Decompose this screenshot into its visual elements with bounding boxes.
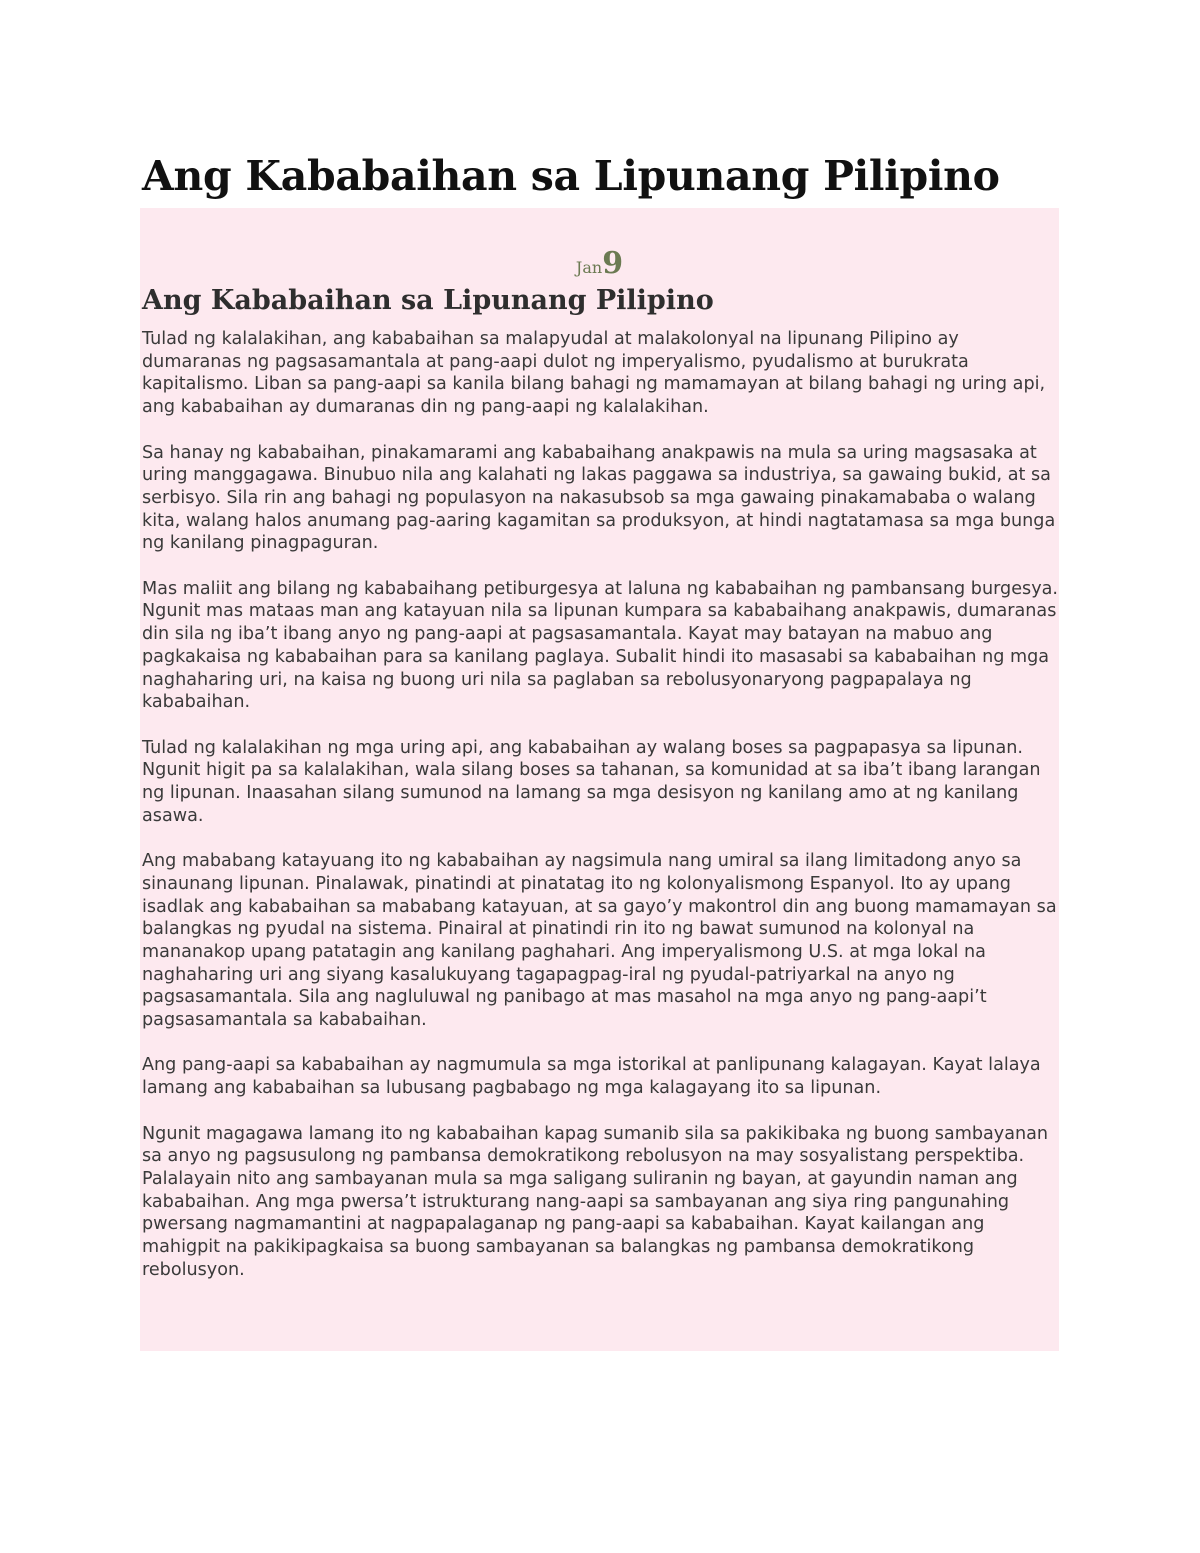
post-paragraph: Ang mababang katayuang ito ng kababaihan ay nagsimula nang umiral sa ilang limitadong anyo sa sinaunang lipunan. Pinalawak, pinatindi at pinatatag ito ng kolonyalismong Espanyol. Ito ay upang isadlak ang kababaihan sa mababang katayuan, at sa gayo’y makontrol din ang buong mamamayan sa balangkas ng pyudal na sistema. Pinairal at pinatindi rin ito ng bawat sumunod na kolonyal na mananakop upang patatagin ang kanilang paghahari. Ang imperyalismong U.S. at mga lokal na naghaharing uri ang siyang kasalukuyang tagapagpag-iral ng pyudal-patriyarkal na anyo ng pagsasamantala. Sila ang nagluluwal ng panibago at mas masahol na mga anyo ng pang-aapi’t pagsasamantala sa kababaihan.	[142, 851, 1057, 1031]
document-title: Ang Kababaihan sa Lipunang Pilipino	[142, 152, 1000, 200]
post-paragraph: Tulad ng kalalakihan ng mga uring api, ang kababaihan ay walang boses sa pagpapasya sa lipunan. Ngunit higit pa sa kalalakihan, wala silang boses sa tahanan, sa komunidad at sa iba’t ibang larangan ng lipunan. Inaasahan silang sumunod na lamang sa mga desisyon ng kanilang amo at ng kanilang asawa.	[142, 737, 1041, 826]
post-date-day: 9	[602, 246, 624, 281]
post-body	[142, 328, 1060, 1281]
blog-post	[140, 208, 1059, 1351]
post-paragraph: Sa hanay ng kababaihan, pinakamarami ang kababaihang anakpawis na mula sa uring magsasaka at uring manggagawa. Binubuo nila ang kalahati ng lakas paggawa sa industriya, sa gawaing bukid, at sa serbisyo. Sila rin ang bahagi ng populasyon na nakasubsob sa mga gawaing pinakamababa o walang kita, walang halos anumang pag-aaring kagamitan sa produksyon, at hindi nagtatamasa sa mga bunga ng kanilang pinagpaguran.	[142, 442, 1056, 554]
post-paragraph: Mas maliit ang bilang ng kababaihang petiburgesya at laluna ng kababaihan ng pambansang burgesya. Ngunit mas mataas man ang katayuan nila sa lipunan kumpara sa kababaihang anakpawis, dumaranas din sila ng iba’t ibang anyo ng pang-aapi at pagsasamantala. Kayat may batayan na mabuo ang pagkakaisa ng kababaihan para sa kanilang paglaya. Subalit hindi ito masasabi sa kababaihan ng mga naghaharing uri, na kaisa ng buong uri nila sa paglaban sa rebolusyonaryong pagpapalaya ng kababaihan.	[142, 578, 1058, 713]
post-date-month: Jan	[575, 258, 603, 277]
post-paragraph: Ngunit magagawa lamang ito ng kababaihan kapag sumanib sila sa pakikibaka ng buong sambayanan sa anyo ng pagsusulong ng pambansa demokratikong rebolusyon na may sosyalistang perspektiba. Palalayain nito ang sambayanan mula sa mga saligang suliranin ng bayan, at gayundin naman ang kababaihan. Ang mga pwersa’t istrukturang nang-aapi sa sambayanan ang siya ring pangunahing pwersang nagmamantini at nagpapalaganap ng pang-aapi sa kababaihan. Kayat kailangan ang mahigpit na pakikipagkaisa sa buong sambayanan sa balangkas ng pambansa demokratikong rebolusyon.	[142, 1123, 1049, 1280]
post-title: Ang Kababaihan sa Lipunang Pilipino	[142, 285, 714, 316]
post-paragraph: Ang pang-aapi sa kababaihan ay nagmumula sa mga istorikal at panlipunang kalagayan. Kayat lalaya lamang ang kababaihan sa lubusang pagbabago ng mga kalagayang ito sa lipunan.	[142, 1055, 1041, 1099]
post-paragraph: Tulad ng kalalakihan, ang kababaihan sa malapyudal at malakolonyal na lipunang Pilipino ay dumaranas ng pagsasamantala at pang-aapi dulot ng imperyalismo, pyudalismo at burukrata kapitalismo. Liban sa pang-aapi sa kanila bilang bahagi ng mamamayan at bilang bahagi ng uring api, ang kababaihan ay dumaranas din ng pang-aapi ng kalalakihan.	[142, 329, 1046, 418]
